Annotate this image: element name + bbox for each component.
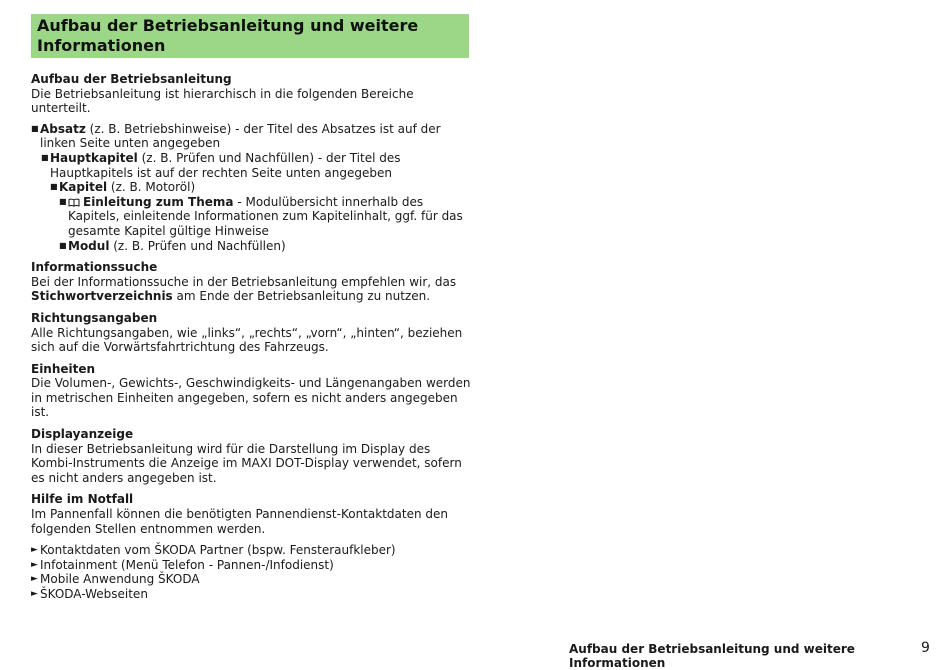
section-heading: Informationssuche: [31, 260, 158, 275]
section-informationssuche: [31, 260, 471, 304]
arrow-bullet-icon: ►: [31, 545, 38, 556]
footer-section-title: Aufbau der Betriebsanleitung und weitere Informationen: [569, 642, 855, 670]
section-text: In dieser Betriebsanleitung wird für die Darstellung im Display des Kombi-Instruments die Anzeige im MAXI DOT-Display verwendet, sofern es nicht anders angegeben ist.: [31, 441, 462, 485]
book-icon: [68, 198, 80, 207]
list-item: ► Mobile Anwendung ŠKODA: [31, 572, 200, 587]
page-title-line-2: Informationen: [37, 36, 166, 55]
square-bullet-icon: ■: [41, 152, 49, 162]
square-bullet-icon: ■: [59, 196, 67, 206]
section-aufbau: [31, 72, 471, 253]
section-einheiten: [31, 362, 471, 420]
square-bullet-icon: ■: [31, 123, 39, 133]
list-item: ► ŠKODA-Webseiten: [31, 587, 148, 601]
section-richtungsangaben: [31, 311, 471, 355]
page-title-banner: [31, 14, 469, 58]
square-bullet-icon: ■: [50, 182, 58, 192]
section-text: Bei der Informationssuche in der Betriebsanleitung empfehlen wir, das Stichwortverzeichnis am Ende der Betriebsanleitung zu nutzen.: [31, 274, 457, 304]
section-text: Alle Richtungsangaben, wie „links“, „rechts“, „vorn“, „hinten“, beziehen sich auf die Vorwärtsfahrtrichtung des Fahrzeugs.: [31, 325, 463, 355]
hierarchy-item-kapitel: ■ Kapitel (z. B. Motoröl): [50, 180, 196, 195]
section-heading: Aufbau der Betriebsanleitung: [31, 72, 232, 86]
hierarchy-item-absatz: ■ Absatz (z. B. Betriebshinweise) - der Titel des Absatzes ist auf der linken Seite unten angegeben: [31, 121, 441, 151]
section-notfall: [31, 492, 471, 601]
section-text: Die Volumen-, Gewichts-, Geschwindigkeits- und Längenangaben werden in metrischen Einheiten angegeben, sofern es nicht anders angegeben ist.: [31, 376, 471, 420]
section-heading: Displayanzeige: [31, 427, 134, 442]
page-title-line-1: Aufbau der Betriebsanleitung und weitere: [37, 16, 419, 35]
section-heading: Hilfe im Notfall: [31, 492, 134, 507]
arrow-bullet-icon: ►: [31, 559, 38, 570]
section-heading: Einheiten: [31, 361, 96, 376]
square-bullet-icon: ■: [59, 240, 67, 250]
hierarchy-item-einleitung: ■ Einleitung zum Thema - Modulübersicht innerhalb des Kapitels, einleitende Informationen zum Kapitelinhalt, ggf. für das gesamte Kapitel gültige Hinweise: [59, 194, 463, 238]
page-number: 9: [921, 640, 930, 656]
section-displayanzeige: [31, 427, 471, 485]
hierarchy-item-hauptkapitel: ■ Hauptkapitel (z. B. Prüfen und Nachfüllen) - der Titel des Hauptkapitels ist auf der rechten Seite unten angegeben: [41, 150, 401, 180]
list-item: ► Infotainment (Menü Telefon - Pannen-/Infodienst): [31, 557, 334, 572]
section-text: Im Pannenfall können die benötigten Pannendienst-Kontaktdaten den folgenden Stellen entnommen werden.: [31, 507, 448, 536]
arrow-bullet-icon: ►: [31, 589, 38, 599]
list-item: ► Kontaktdaten vom ŠKODA Partner (bspw. Fensteraufkleber): [31, 543, 396, 558]
main-content: [31, 72, 471, 602]
contact-list: [31, 543, 471, 601]
section-heading: Richtungsangaben: [31, 310, 158, 325]
arrow-bullet-icon: ►: [31, 574, 38, 585]
section-text: Die Betriebsanleitung ist hierarchisch in die folgenden Bereiche unterteilt.: [31, 86, 414, 116]
hierarchy-item-modul: ■ Modul (z. B. Prüfen und Nachfüllen): [59, 238, 286, 253]
